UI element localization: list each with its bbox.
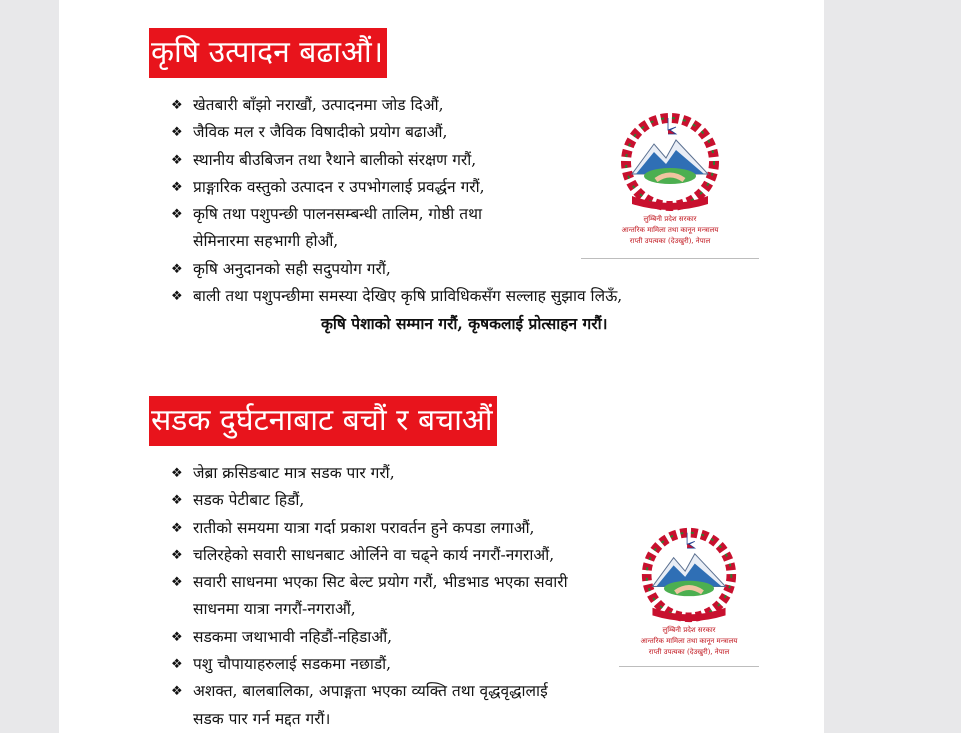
- diamond-bullet-icon: ❖: [171, 493, 183, 509]
- list-item: [171, 460, 568, 487]
- list-item-text: चलिरहेको सवारी साधनबाट ओर्लिने वा चढ्ने कार्य नगरौं-नगराऔं,: [193, 545, 555, 564]
- diamond-bullet-icon: ❖: [171, 98, 183, 113]
- list-item: [171, 678, 568, 705]
- list-item-text: खेतबारी बाँझो नराखौं, उत्पादनमा जोड दिऔं,: [193, 96, 444, 114]
- nepal-emblem-icon: [630, 525, 748, 625]
- agriculture-slogan: कृषि पेशाको सम्मान गरौं, कृषकलाई प्रोत्साहन गरौं।: [321, 314, 608, 333]
- diamond-bullet-icon: ❖: [171, 152, 183, 168]
- list-item-continuation: [171, 706, 568, 733]
- government-emblem: [619, 525, 759, 667]
- diamond-bullet-icon: ❖: [171, 125, 183, 141]
- diamond-bullet-icon: ❖: [171, 261, 183, 277]
- list-item-text: कृषि अनुदानको सही सदुपयोग गरौं,: [193, 259, 391, 278]
- list-item-text: स्थानीय बीउबिजन तथा रैथाने बालीको संरक्षण गरौं,: [193, 150, 477, 169]
- diamond-bullet-icon: ❖: [171, 547, 183, 563]
- list-item-text: कृषि तथा पशुपन्छी पालनसम्बन्धी तालिम, गोष्ठी तथा: [193, 205, 483, 224]
- list-item-text: रातीको समयमा यात्रा गर्दा प्रकाश परावर्तन हुने कपडा लगाऔं,: [193, 518, 535, 537]
- list-item: [171, 283, 622, 310]
- list-item-text: जैविक मल र जैविक विषादीको प्रयोग बढाऔं,: [193, 123, 448, 142]
- road-safety-banner: सडक दुर्घटनाबाट बचौं र बचाऔं: [149, 396, 497, 446]
- list-item-text: पशु चौपायाहरुलाई सडकमा नछाडौं,: [193, 655, 392, 674]
- list-item: [171, 256, 622, 283]
- diamond-bullet-icon: ❖: [171, 289, 183, 305]
- list-item-text: प्राङ्गारिक वस्तुको उत्पादन र उपभोगलाई प्रवर्द्धन गरौं,: [193, 177, 485, 196]
- emblem-ministry-name: आन्तरिक मामिला तथा कानून मन्त्रालय: [621, 226, 719, 234]
- diamond-bullet-icon: ❖: [171, 657, 183, 673]
- emblem-location: राप्ती उपत्यका (देउखुरी), नेपाल: [629, 237, 711, 245]
- diamond-bullet-icon: ❖: [171, 179, 183, 195]
- list-item-text: सडकमा जथाभावी नहिडौं-नहिडाऔं,: [193, 627, 393, 646]
- list-item-text: साधनमा यात्रा नगरौं-नगराऔं,: [193, 600, 356, 619]
- emblem-location: राप्ती उपत्यका (देउखुरी), नेपाल: [648, 648, 730, 656]
- road-safety-list: [171, 460, 568, 733]
- list-item-text: सवारी साधनमा भएका सिट बेल्ट प्रयोग गरौं, भीडभाड भएका सवारी: [193, 573, 568, 592]
- list-item: [171, 542, 568, 569]
- emblem-government-name: लुम्बिनी प्रदेश सरकार: [643, 215, 697, 223]
- list-item: [171, 487, 568, 514]
- nepal-emblem-icon: [610, 110, 730, 214]
- diamond-bullet-icon: ❖: [171, 466, 183, 481]
- list-item-text: जेब्रा क्रसिङबाट मात्र सडक पार गरौं,: [193, 464, 395, 482]
- agriculture-list: [171, 92, 622, 310]
- list-item: [171, 174, 622, 201]
- list-item-text: सेमिनारमा सहभागी होऔं,: [193, 232, 339, 251]
- agriculture-banner: कृषि उत्पादन बढाऔं।: [149, 28, 387, 78]
- list-item-continuation: [171, 596, 568, 623]
- list-item-text: सडक पेटीबाट हिडौं,: [193, 491, 305, 510]
- list-item: [171, 119, 622, 146]
- diamond-bullet-icon: ❖: [171, 575, 183, 591]
- emblem-ministry-name: आन्तरिक मामिला तथा कानून मन्त्रालय: [640, 637, 738, 645]
- emblem-government-name: लुम्बिनी प्रदेश सरकार: [662, 626, 716, 634]
- diamond-bullet-icon: ❖: [171, 207, 183, 223]
- list-item: [171, 651, 568, 678]
- list-item-text: अशक्त, बालबालिका, अपाङ्गता भएका व्यक्ति तथा वृद्धवृद्धालाई: [193, 682, 548, 701]
- diamond-bullet-icon: ❖: [171, 520, 183, 536]
- list-item-continuation: [171, 228, 622, 255]
- list-item-text: बाली तथा पशुपन्छीमा समस्या देखिए कृषि प्राविधिकसँग सल्लाह सुझाव लिऊँ,: [193, 287, 623, 306]
- document-page: [59, 0, 824, 733]
- list-item-text: सडक पार गर्न मद्दत गरौं।: [193, 709, 331, 728]
- list-item: [171, 147, 622, 174]
- diamond-bullet-icon: ❖: [171, 684, 183, 700]
- list-item: [171, 92, 622, 119]
- list-item: [171, 515, 568, 542]
- list-item: [171, 624, 568, 651]
- diamond-bullet-icon: ❖: [171, 629, 183, 645]
- government-emblem: [581, 110, 759, 259]
- list-item: [171, 569, 568, 596]
- list-item: [171, 201, 622, 228]
